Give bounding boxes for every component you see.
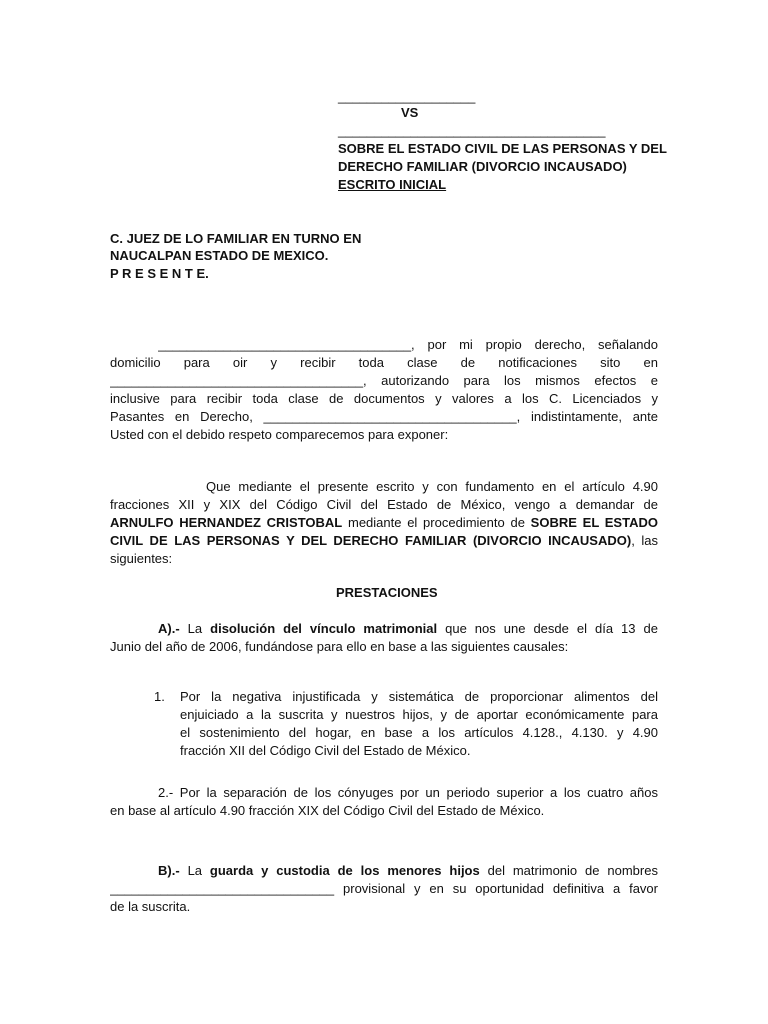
prestacion-b-line2: _______________________________ provisional y en su oportunidad definitiva a favor xyxy=(110,881,658,896)
address-blank: ___________________________________, xyxy=(110,373,367,388)
prestacion-a-line2: Junio del año de 2006, fundándose para ello en base a las siguientes causales: xyxy=(110,639,569,654)
promovente-blank: ___________________________________, xyxy=(158,337,415,352)
section-heading-prestaciones: PRESTACIONES xyxy=(336,585,438,600)
intro-line2: domicilio para oir y recibir toda clase de notificaciones sito en xyxy=(110,355,658,370)
intro-line1: ___________________________________, por mi propio derecho, señalando xyxy=(158,337,658,352)
authorized-persons-blank: ___________________________________, xyxy=(263,409,521,424)
case-counterparty-blank: _____________________________________ xyxy=(338,123,606,138)
claim-line4: CIVIL DE LAS PERSONAS Y DEL DERECHO FAMILIAR (DIVORCIO INCAUSADO), las xyxy=(110,533,658,548)
intro-line6: Usted con el debido respeto comparecemos para exponer: xyxy=(110,427,449,442)
claim-line2: fracciones XII y XIX del Código Civil del Estado de México, vengo a demandar de xyxy=(110,497,658,512)
item1-line2: enjuiciado a la suscrita y nuestros hijos, y de aportar económicamente para xyxy=(180,707,658,722)
intro-line4: inclusive para recibir toda clase de documentos y valores a los C. Licenciados y xyxy=(110,391,658,406)
case-party-blank: ___________________ xyxy=(338,89,476,104)
versus-label: VS xyxy=(401,105,419,120)
claim-line1: Que mediante el presente escrito y con fundamento en el artículo 4.90 xyxy=(206,479,658,494)
item2-line2: en base al artículo 4.90 fracción XIX del Código Civil del Estado de México. xyxy=(110,803,545,818)
item1-line4: fracción XII del Código Civil del Estado de México. xyxy=(180,743,471,758)
addressee-line2: NAUCALPAN ESTADO DE MEXICO. xyxy=(110,248,329,263)
prestacion-a-label: A).- xyxy=(158,621,180,636)
addressee-line1: C. JUEZ DE LO FAMILIAR EN TURNO EN xyxy=(110,231,362,246)
prestacion-a-line1: A).- La disolución del vínculo matrimonial que nos une desde el día 13 de xyxy=(158,621,658,636)
intro-line3: ___________________________________, autorizando para los mismos efectos e xyxy=(110,373,658,388)
prestacion-b-line1: B).- La guarda y custodia de los menores hijos del matrimonio de nombres xyxy=(158,863,658,878)
claim-line5: siguientes: xyxy=(110,551,173,566)
case-subject-line2: DERECHO FAMILIAR (DIVORCIO INCAUSADO) xyxy=(338,159,627,174)
item1-line3: el sostenimiento del hogar, en base a los artículos 4.128., 4.130. y 4.90 xyxy=(180,725,658,740)
case-subject-line1: SOBRE EL ESTADO CIVIL DE LAS PERSONAS Y DEL xyxy=(338,141,667,156)
addressee-line3: P R E S E N T E. xyxy=(110,266,209,281)
defendant-name: ARNULFO HERNANDEZ CRISTOBAL xyxy=(110,515,343,530)
prestacion-b-line3: de la suscrita. xyxy=(110,899,191,914)
item1-line1: Por la negativa injustificada y sistemática de proporcionar alimentos del xyxy=(180,689,658,704)
prestacion-b-label: B).- xyxy=(158,863,180,878)
intro-line5: Pasantes en Derecho, ___________________________________, indistintamente, ante xyxy=(110,409,658,424)
claim-line3: ARNULFO HERNANDEZ CRISTOBAL mediante el procedimiento de SOBRE EL ESTADO xyxy=(110,515,658,530)
children-names-blank: _______________________________ xyxy=(110,881,335,896)
item1-number: 1. xyxy=(154,689,165,704)
document-type: ESCRITO INICIAL xyxy=(338,177,447,192)
item2-line1: 2.- Por la separación de los cónyuges por un periodo superior a los cuatro años xyxy=(158,785,658,800)
